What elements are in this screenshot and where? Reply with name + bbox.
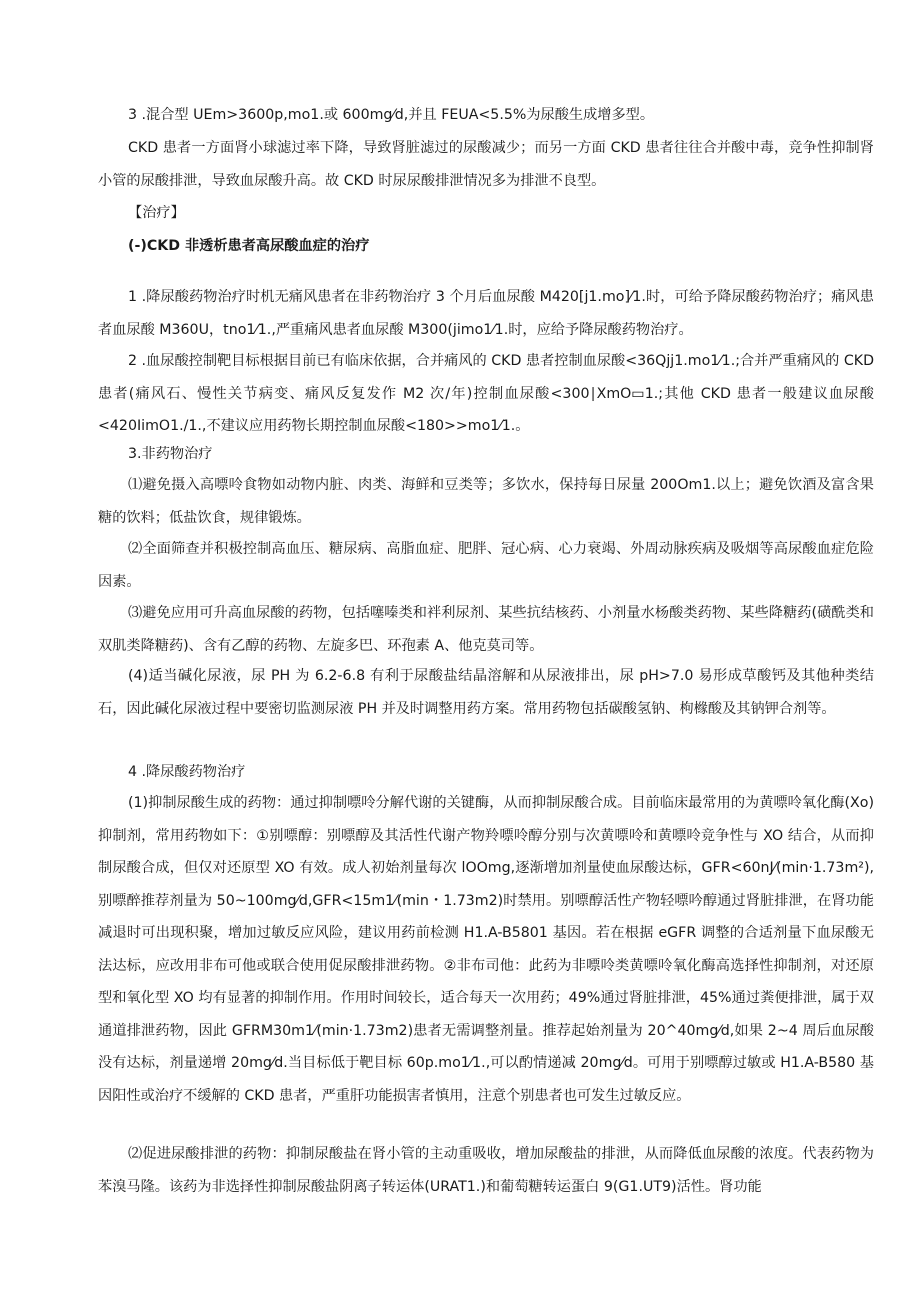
section-heading-treatment: 【治疗】 bbox=[128, 205, 185, 221]
paragraph-diet-advice: ⑴避免摄入高嘌呤食物如动物内脏、肉类、海鲜和豆类等；多饮水，保持每日尿量 200Om1.以上；避免饮酒及富含果糖的饮料；低盐饮食，规律锻炼。 bbox=[98, 477, 874, 526]
paragraph-treatment-timing: 1 .降尿酸药物治疗时机无痛风患者在非药物治疗 3 个月后血尿酸 M420[j1.mo]⁄1.时，可给予降尿酸药物治疗；痛风患者血尿酸 M360U，tno1⁄1.,严重痛风患者血尿酸 M300(jimo1⁄1.时，应给予降尿酸药物治疗。 bbox=[98, 289, 874, 338]
subsection-heading-non-dialysis: (-)CKD 非透析患者高尿酸血症的治疗 bbox=[128, 238, 370, 254]
paragraph-uricosuric-drugs: ⑵促进尿酸排泄的药物：抑制尿酸盐在肾小管的主动重吸收，增加尿酸盐的排泄，从而降低血尿酸的浓度。代表药物为苯溴马隆。该药为非选择性抑制尿酸盐阴离子转运体(URAT1.)和葡萄糖转运蛋白 9(G1.UT9)活性。肾功能 bbox=[98, 1146, 874, 1195]
paragraph-ckd-mechanism: CKD 患者一方面肾小球滤过率下降，导致肾脏滤过的尿酸减少；而另一方面 CKD 患者往往合并酸中毒，竞争性抑制肾小管的尿酸排泄，导致血尿酸升高。故 CKD 时尿尿酸排泄情况多为排泄不良型。 bbox=[98, 140, 874, 189]
heading-drug-therapy: 4 .降尿酸药物治疗 bbox=[128, 764, 246, 780]
paragraph-avoid-drugs: ⑶避免应用可升高血尿酸的药物，包括噻嗪类和袢利尿剂、某些抗结核药、小剂量水杨酸类药物、某些降糖药(磺酰类和双肌类降糖药)、含有乙醇的药物、左旋多巴、环孢素 A、他克莫司等。 bbox=[98, 605, 874, 654]
paragraph-urate-synthesis-inhibitors: (1)抑制尿酸生成的药物：通过抑制嘌呤分解代谢的关键酶，从而抑制尿酸合成。目前临床最常用的为黄嘌呤氧化酶(Xo)抑制剂，常用药物如下：①别嘌醇：别嘌醇及其活性代谢产物羚嘌呤醇分别与次黄嘌呤和黄嘌呤竞争性与 XO 结合，从而抑制尿酸合成，但仅对还原型 XO 有效。成人初始剂量每次 lOOmg,逐渐增加剂量使血尿酸达标，GFR<60nJ⁄(min·1.73m²),别嘌醉推荐剂量为 50~100mg⁄d,GFR<15m1⁄(min・1.73m2)时禁用。别嘌醇活性产物轻嘌吟醇通过肾脏排泄，在肾功能减退时可出现积聚，增加过敏反应风险，建议用药前检测 H1.A-B5801 基因。若在根据 eGFR 调整的合适剂量下血尿酸无法达标，应改用非布可他或联合使用促尿酸排泄药物。②非布司他：此药为非嘌呤类黄嘌呤氧化酶高选择性抑制剂，对还原型和氧化型 XO 均有显著的抑制作用。作用时间较长，适合每天一次用药；49%通过肾脏排泄，45%通过粪便排泄，属于双通道排泄药物，因此 GFRM30m1⁄(min·1.73m2)患者无需调整剂量。推荐起始剂量为 20^40mg⁄d,如果 2~4 周后血尿酸没有达标，剂量递增 20mg⁄d.当目标低于靶目标 60p.mo1⁄1.,可以酌情递减 20mg⁄d。可用于别嘌醇过敏或 H1.A-B580 基因阳性或治疗不缓解的 CKD 患者，严重肝功能损害者慎用，注意个别患者也可发生过敏反应。 bbox=[98, 795, 874, 1104]
paragraph-mixed-type: 3 .混合型 UEm>3600p,mo1.或 600mg⁄d,并且 FEUA<5.5%为尿酸生成增多型。 bbox=[128, 107, 655, 123]
paragraph-risk-screening: ⑵全面筛查并积极控制高血压、糖尿病、高脂血症、肥胖、冠心病、心力衰竭、外周动脉疾病及吸烟等高尿酸血症危险因素。 bbox=[98, 541, 874, 590]
heading-non-drug-therapy: 3.非药物治疗 bbox=[128, 446, 213, 462]
paragraph-target-control: 2 .血尿酸控制靶目标根据目前已有临床依据，合并痛风的 CKD 患者控制血尿酸<36Qjj1.mo1⁄1.;合并严重痛风的 CKD 患者(痛风石、慢性关节病变、痛风反复发作 M2 次/年)控制血尿酸<300∣XmO▭1.;其他 CKD 患者一般建议血尿酸<420IimO1./1.,不建议应用药物长期控制血尿酸<180>>mo1⁄1.。 bbox=[98, 353, 874, 434]
paragraph-urine-alkalization: (4)适当碱化尿液，尿 PH 为 6.2-6.8 有利于尿酸盐结晶溶解和从尿液排出，尿 pH>7.0 易形成草酸钙及其他种类结石，因此碱化尿液过程中要密切监测尿液 PH 并及时调整用药方案。常用药物包括碳酸氢钠、枸橼酸及其钠钾合剂等。 bbox=[98, 668, 874, 717]
